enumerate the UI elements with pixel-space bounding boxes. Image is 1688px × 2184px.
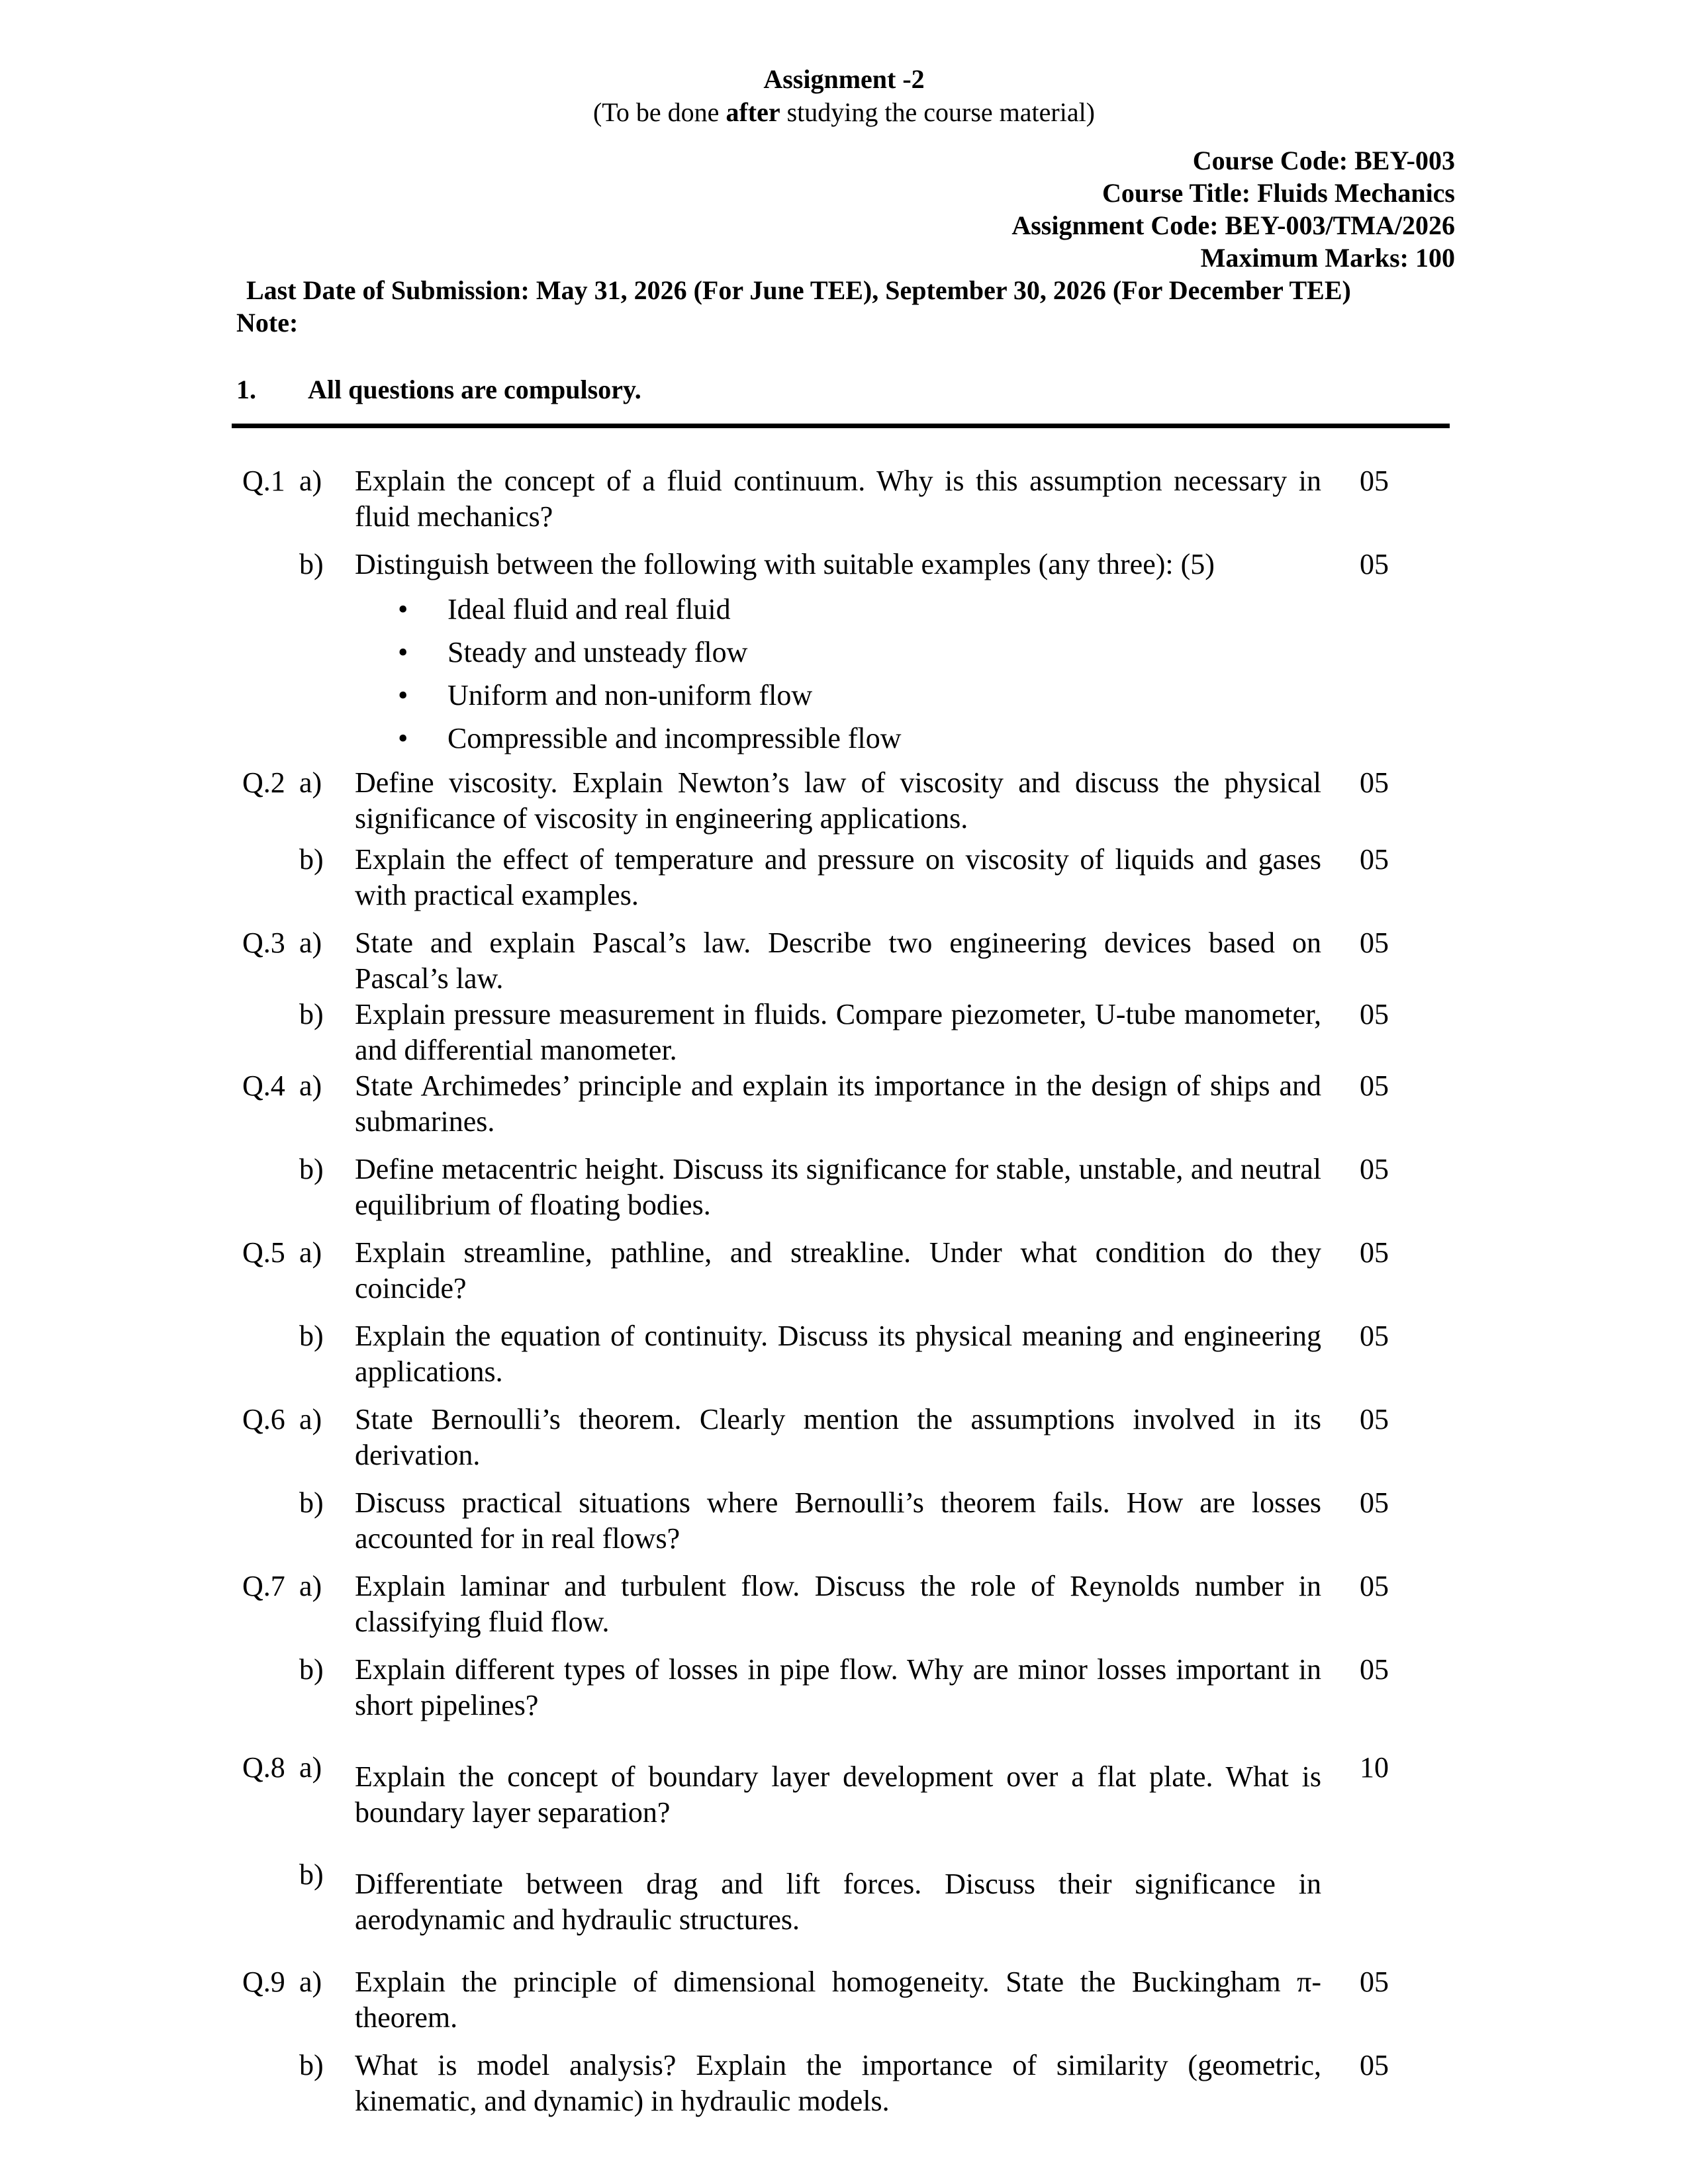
- list-item: [355, 717, 1321, 760]
- question-number: Q.8: [242, 1751, 285, 1784]
- bullet-text: Ideal fluid and real fluid: [447, 593, 731, 625]
- question-row: [0, 2048, 1688, 2119]
- bullet-list: [355, 588, 1321, 760]
- part-label: b): [299, 843, 324, 876]
- assignment-title: Assignment -2: [763, 64, 925, 94]
- assignment-code: Assignment Code: BEY-003/TMA/2026: [1011, 210, 1455, 240]
- question-text: Explain different types of losses in pipe flow. Why are minor losses important in short pipelines?: [355, 1653, 1321, 1721]
- list-item: [355, 674, 1321, 717]
- part-label: a): [299, 465, 322, 497]
- question-row: [0, 765, 1688, 837]
- question-marks: 05: [1360, 1069, 1389, 1102]
- question-row: [0, 1485, 1688, 1557]
- question-row: [0, 1402, 1688, 1473]
- question-text-block: [355, 547, 1321, 760]
- subtitle-emphasis: after: [726, 97, 780, 127]
- question-marks: 05: [1360, 1403, 1389, 1435]
- bullet-icon: •: [398, 679, 408, 711]
- question-number: Q.9: [242, 1966, 285, 1998]
- question-row: [0, 1569, 1688, 1640]
- question-marks: 05: [1360, 1236, 1389, 1269]
- instruction-number: 1.: [236, 375, 256, 404]
- question-text: Define viscosity. Explain Newton’s law of viscosity and discuss the physical significance of viscosity in engineering applications.: [355, 766, 1321, 835]
- question-marks: 05: [1360, 1486, 1389, 1519]
- question-number: Q.7: [242, 1570, 285, 1602]
- subtitle-prefix: (To be done: [592, 97, 726, 127]
- question-row: [0, 1857, 1688, 1938]
- question-marks: 05: [1360, 1153, 1389, 1185]
- part-label: b): [299, 548, 324, 580]
- question-marks: 10: [1360, 1751, 1389, 1784]
- questions-list: [0, 463, 1688, 2119]
- part-label: a): [299, 1751, 322, 1784]
- part-label: b): [299, 998, 324, 1030]
- question-text: What is model analysis? Explain the importance of similarity (geometric, kinematic, and dynamic) in hydraulic models.: [355, 2049, 1321, 2117]
- question-number: Q.5: [242, 1236, 285, 1269]
- instruction-text: All questions are compulsory.: [308, 375, 641, 404]
- part-label: b): [299, 1320, 324, 1352]
- separator-rule: [232, 424, 1450, 428]
- question-number: Q.6: [242, 1403, 285, 1435]
- question-text: State Archimedes’ principle and explain its importance in the design of ships and submarines.: [355, 1069, 1321, 1138]
- question-number: Q.1: [242, 465, 285, 497]
- question-text: State Bernoulli’s theorem. Clearly mention the assumptions involved in its derivation.: [355, 1403, 1321, 1471]
- question-marks: 05: [1360, 1570, 1389, 1602]
- question-marks: 05: [1360, 1966, 1389, 1998]
- part-label: a): [299, 927, 322, 959]
- question-text: Explain the principle of dimensional homogeneity. State the Buckingham π-theorem.: [355, 1966, 1321, 2034]
- question-marks: 05: [1360, 843, 1389, 876]
- question-text: Explain the concept of boundary layer development over a flat plate. What is boundary layer separation?: [355, 1760, 1321, 1829]
- question-marks: 05: [1360, 2049, 1389, 2081]
- question-text: Define metacentric height. Discuss its significance for stable, unstable, and neutral equilibrium of floating bodies.: [355, 1153, 1321, 1221]
- question-number: Q.2: [242, 766, 285, 799]
- part-label: a): [299, 1069, 322, 1102]
- submission-deadline: Last Date of Submission: May 31, 2026 (For June TEE), September 30, 2026 (For December TEE): [246, 275, 1351, 305]
- question-marks: 05: [1360, 1320, 1389, 1352]
- question-text: Explain laminar and turbulent flow. Discuss the role of Reynolds number in classifying fluid flow.: [355, 1570, 1321, 1638]
- bullet-text: Uniform and non-uniform flow: [447, 679, 813, 711]
- assignment-subtitle: [0, 97, 1688, 128]
- bullet-icon: •: [398, 636, 408, 668]
- question-row: [0, 1652, 1688, 1723]
- part-label: b): [299, 1486, 324, 1519]
- part-label: b): [299, 2049, 324, 2081]
- part-label: b): [299, 1153, 324, 1185]
- question-row: [0, 1318, 1688, 1390]
- bullet-text: Steady and unsteady flow: [447, 636, 748, 668]
- part-label: a): [299, 1570, 322, 1602]
- question-text: Explain the concept of a fluid continuum. Why is this assumption necessary in fluid mechanics?: [355, 465, 1321, 533]
- maximum-marks: Maximum Marks: 100: [1200, 243, 1455, 273]
- part-label: a): [299, 1403, 322, 1435]
- bullet-text: Compressible and incompressible flow: [447, 722, 902, 754]
- question-marks: 05: [1360, 1653, 1389, 1686]
- question-text: Explain the effect of temperature and pressure on viscosity of liquids and gases with practical examples.: [355, 843, 1321, 911]
- question-text: Discuss practical situations where Bernoulli’s theorem fails. How are losses accounted for in real flows?: [355, 1486, 1321, 1555]
- question-text: Distinguish between the following with suitable examples (any three): (5): [355, 548, 1215, 580]
- list-item: [355, 631, 1321, 674]
- course-title: Course Title: Fluids Mechanics: [1102, 178, 1455, 208]
- question-marks: 05: [1360, 927, 1389, 959]
- list-item: [355, 588, 1321, 631]
- note-label: Note:: [236, 308, 299, 338]
- question-number: Q.3: [242, 927, 285, 959]
- course-code: Course Code: BEY-003: [1192, 146, 1455, 175]
- question-row: [0, 1235, 1688, 1306]
- question-row: [0, 925, 1688, 997]
- question-row: [0, 1964, 1688, 2036]
- part-label: a): [299, 1236, 322, 1269]
- question-text: Differentiate between drag and lift forces. Discuss their significance in aerodynamic and hydraulic structures.: [355, 1868, 1321, 1936]
- bullet-icon: •: [398, 593, 408, 625]
- question-marks: 05: [1360, 766, 1389, 799]
- question-row: [0, 1750, 1688, 1831]
- question-row: [0, 463, 1688, 535]
- question-row: [0, 997, 1688, 1068]
- part-label: a): [299, 1966, 322, 1998]
- question-text: Explain the equation of continuity. Discuss its physical meaning and engineering applications.: [355, 1320, 1321, 1388]
- question-row: [0, 547, 1688, 760]
- question-marks: 05: [1360, 548, 1389, 580]
- part-label: b): [299, 1653, 324, 1686]
- question-text: State and explain Pascal’s law. Describe two engineering devices based on Pascal’s law.: [355, 927, 1321, 995]
- question-text: Explain pressure measurement in fluids. Compare piezometer, U-tube manometer, and differential manometer.: [355, 998, 1321, 1066]
- question-row: [0, 1068, 1688, 1140]
- question-text: Explain streamline, pathline, and streakline. Under what condition do they coincide?: [355, 1236, 1321, 1304]
- part-label: a): [299, 766, 322, 799]
- part-label: b): [299, 1858, 324, 1891]
- question-row: [0, 1152, 1688, 1223]
- subtitle-suffix: studying the course material): [780, 97, 1096, 127]
- course-meta: [1011, 144, 1455, 274]
- bullet-icon: •: [398, 722, 408, 754]
- question-marks: 05: [1360, 998, 1389, 1030]
- question-row: [0, 842, 1688, 913]
- question-number: Q.4: [242, 1069, 285, 1102]
- question-marks: 05: [1360, 465, 1389, 497]
